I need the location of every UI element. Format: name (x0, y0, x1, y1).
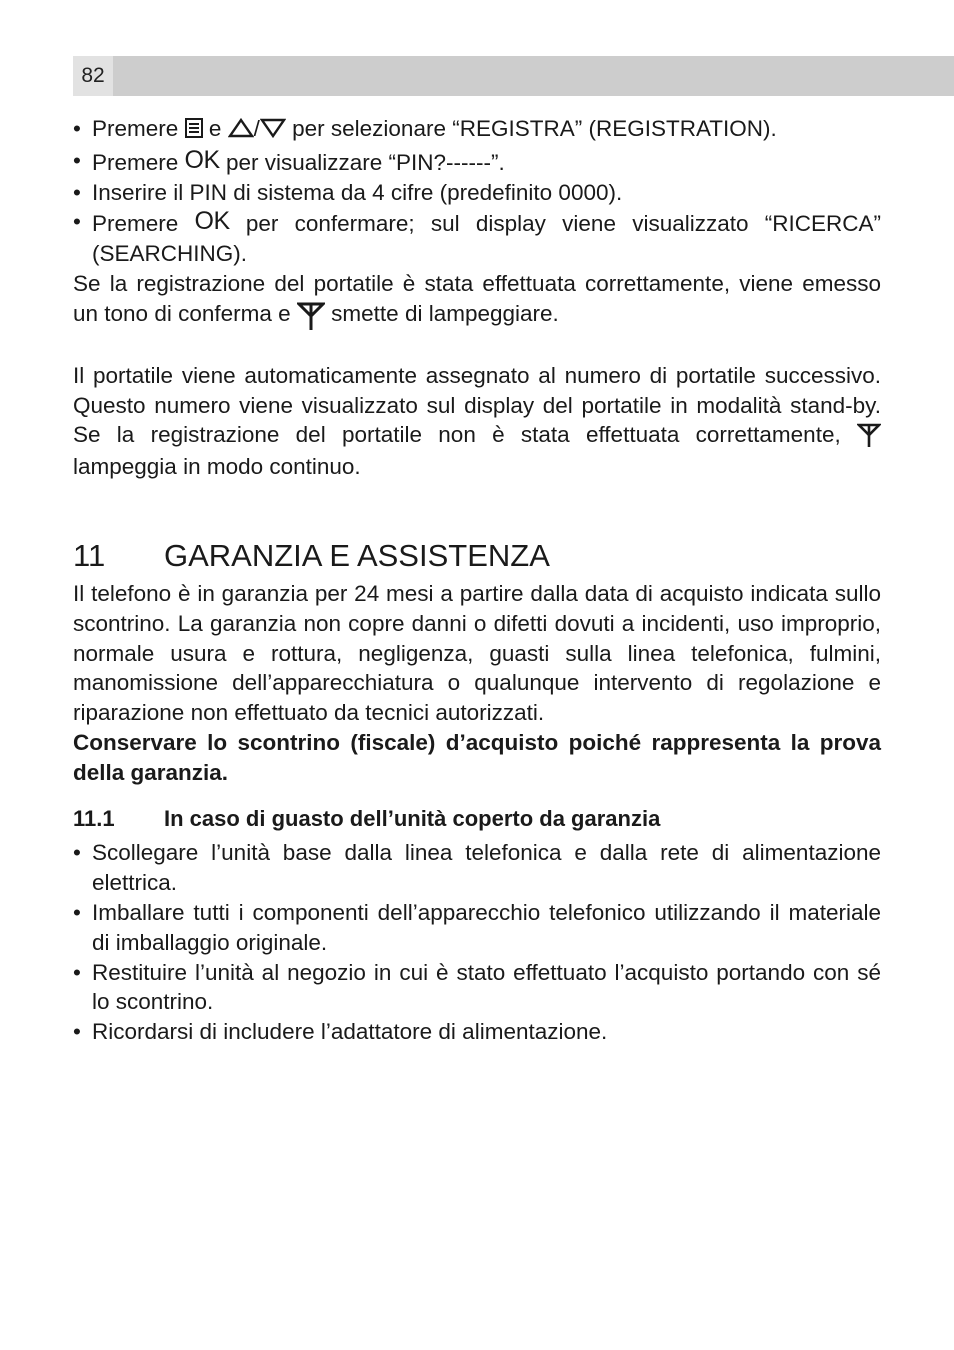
up-key-icon (228, 116, 254, 146)
paragraph-text: lampeggia in modo continuo. (73, 454, 361, 480)
registration-success-paragraph (73, 269, 881, 331)
subsection-number: 11.1 (73, 805, 115, 831)
warranty-bold-note: Conservare lo scontrino (fiscale) d’acquisto poiché rappresenta la prova della garanzia. (73, 729, 881, 785)
paragraph-text: Se la registrazione del portatile è stata effettuata correttamente, viene emesso un tono di conferma e (73, 270, 881, 326)
section-number: 11 (73, 537, 106, 573)
step-text: Premere (92, 149, 179, 175)
paragraph-text: smette di lampeggiare. (331, 300, 559, 326)
ok-key-icon: OK (194, 207, 230, 236)
section-heading (73, 536, 881, 576)
antenna-icon (857, 422, 881, 452)
page-number: 82 (73, 56, 113, 96)
step-text: e (208, 116, 222, 141)
step-confirm (73, 207, 881, 269)
step-select-registration (73, 114, 881, 146)
step-show-pin (73, 146, 881, 178)
list-item: • Ricordarsi di includere l’adattatore di alimentazione. (73, 1017, 881, 1047)
spacer (73, 331, 881, 361)
section-title: GARANZIA E ASSISTENZA (164, 537, 550, 573)
paragraph-text: Il portatile viene automaticamente assegnato al numero di portatile successivo. Questo numero viene visualizzato sul display del portatile in modalità stand-by. Se la registrazione del portatile non è stata effettuata correttamente, (73, 362, 881, 448)
step-text: Inserire il PIN di sistema da 4 cifre (predefinito 0000). (92, 179, 623, 205)
step-text: Premere (92, 116, 179, 141)
list-item: • Imballare tutti i componenti dell’apparecchio telefonico utilizzando il materiale di imballaggio originale. (73, 898, 881, 958)
step-text: per visualizzare “PIN?------”. (225, 149, 505, 175)
antenna-icon (297, 301, 325, 331)
list-item: • Restituire l’unità al negozio in cui è stato effettuato l’acquisto portando con sé lo scontrino. (73, 958, 881, 1018)
warranty-paragraph: Il telefono è in garanzia per 24 mesi a partire dalla data di acquisto indicata sullo scontrino. La garanzia non copre danni o difetti dovuti a incidenti, uso improprio, normale usura e rottura, negligenza, guasti sulla linea telefonica, fulmini, manomissione dell’apparecchiatura o qualunque intervento di regolazione e riparazione non effettuato da tecnici autorizzati. (73, 580, 881, 726)
down-key-icon (260, 116, 286, 146)
step-text: per selezionare “REGISTRA” (REGISTRATION). (292, 116, 777, 141)
step-text: per confermare; sul display viene visualizzato “RICERCA” (SEARCHING). (92, 211, 881, 267)
step-enter-pin (73, 178, 881, 208)
ok-key-icon: OK (184, 145, 220, 174)
step-text: Premere (92, 211, 179, 237)
handset-assignment-paragraph (73, 361, 881, 482)
page-header-bar (73, 56, 954, 96)
menu-key-icon (185, 116, 203, 146)
subsection-heading (73, 804, 881, 834)
step-text: / (253, 116, 260, 141)
page-content (73, 114, 881, 1047)
subsection-title: In caso di guasto dell’unità coperto da garanzia (164, 805, 661, 831)
list-item: • Scollegare l’unità base dalla linea telefonica e dalla rete di alimentazione elettrica. (73, 838, 881, 898)
